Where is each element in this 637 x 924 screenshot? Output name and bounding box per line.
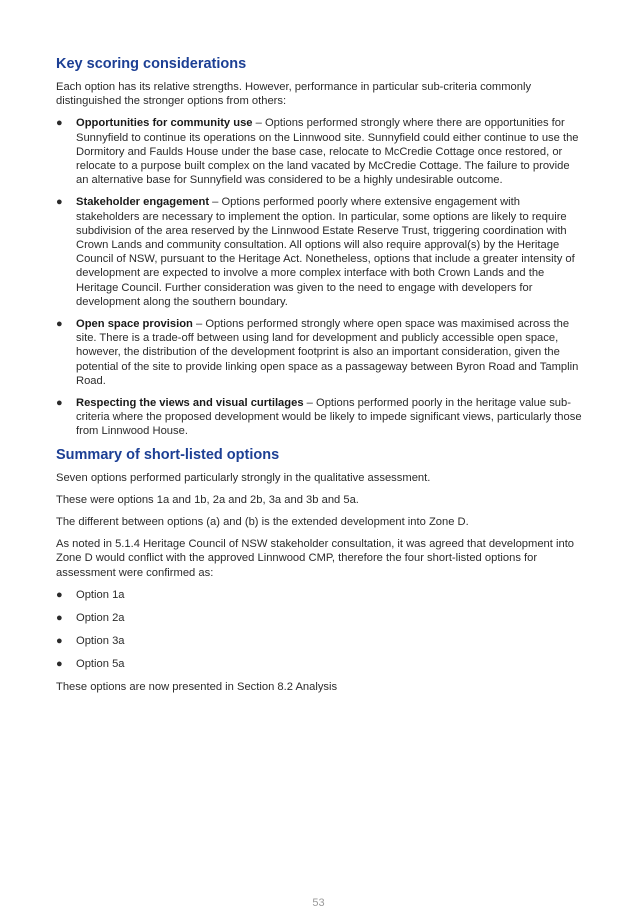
page-number: 53 — [312, 897, 325, 909]
bullet-icon: ● — [56, 634, 63, 647]
paragraph: As noted in 5.1.4 Heritage Council of NSW stakeholder consultation, it was agreed that development into Zone D would conflict with the approved Linnwood CMP, therefore the four short-listed options for assessment were confirmed as: — [56, 538, 575, 579]
bullet-icon: ● — [56, 397, 63, 410]
scoring-considerations-list — [56, 116, 584, 438]
bullet-text: – Options performed strongly where open space was maximised across the site. There is a trade-off between using land for development and publicly accessible open space, however, the distribution of the development footprint is also an important consideration, given the potential of the site to provide linking open space as a passageway between Byron Road and Tamplin Road. — [76, 318, 579, 387]
page-content — [56, 56, 584, 702]
bullet-icon: ● — [56, 611, 63, 624]
option-label: Option 3a — [76, 634, 125, 647]
bullet-text: – Options performed strongly where there are opportunities for Sunnyfield to continue its operations on the Linnwood site. Sunnyfield could either continue to use the Dormitory and Faulds House under the base case, relocate to McCredie Cottage once restored, or relocate to a purpose built complex on the land vacated by McCredie Cottage. The failure to provide an alternative base for Sunnyfield was considered to be a highly undesirable outcome. — [76, 117, 579, 187]
option-label: Option 1a — [76, 588, 125, 601]
paragraph: These were options 1a and 1b, 2a and 2b, 3a and 3b and 5a. — [56, 493, 359, 506]
list-item — [56, 396, 584, 439]
option-label: Option 5a — [76, 657, 125, 670]
list-item — [56, 657, 584, 671]
bullet-icon: ● — [56, 657, 63, 670]
paragraph: Seven options performed particularly strongly in the qualitative assessment. — [56, 471, 431, 484]
bullet-icon: ● — [56, 196, 63, 209]
paragraph: The different between options (a) and (b) is the extended development into Zone D. — [56, 516, 469, 529]
bullet-term: Opportunities for community use — [76, 117, 253, 130]
list-item — [56, 611, 584, 625]
section-heading-summary: Summary of short-listed options — [56, 446, 280, 463]
bullet-term: Open space provision — [76, 318, 193, 331]
list-item — [56, 588, 584, 602]
list-item — [56, 116, 584, 187]
list-item — [56, 317, 584, 388]
list-item — [56, 634, 584, 648]
bullet-icon: ● — [56, 318, 63, 331]
closing-paragraph: These options are now presented in Section 8.2 Analysis — [56, 680, 338, 693]
section-heading-key-scoring: Key scoring considerations — [56, 56, 247, 72]
short-listed-options-list — [56, 588, 584, 671]
option-label: Option 2a — [76, 611, 125, 624]
bullet-text: – Options performed poorly in the heritage value sub-criteria where the proposed development would be likely to impede significant views, particularly those from Linnwood House. — [76, 397, 582, 438]
bullet-term: Respecting the views and visual curtilages — [76, 397, 304, 410]
bullet-icon: ● — [56, 117, 63, 130]
list-item — [56, 195, 584, 309]
bullet-icon: ● — [56, 588, 63, 601]
bullet-text: – Options performed poorly where extensive engagement with stakeholders are necessary to implement the option. In particular, some options are likely to require subdivision of the area reserved by the Linnwood Estate Reserve Trust, triggering coordination with Crown Lands and community consultation. All options will also require approval(s) by the Heritage Council of NSW, pursuant to the Heritage Act. Nonetheless, options that include a greater intensity of development are expected to involve a more complex interface with both Crown Lands and the Heritage Council. Further consideration was given to the need to engage with developers for development along the southern boundary. — [76, 196, 575, 308]
intro-paragraph: Each option has its relative strengths. However, performance in particular sub-criteria commonly distinguished the stronger options from others: — [56, 81, 532, 108]
bullet-term: Stakeholder engagement — [76, 196, 210, 209]
